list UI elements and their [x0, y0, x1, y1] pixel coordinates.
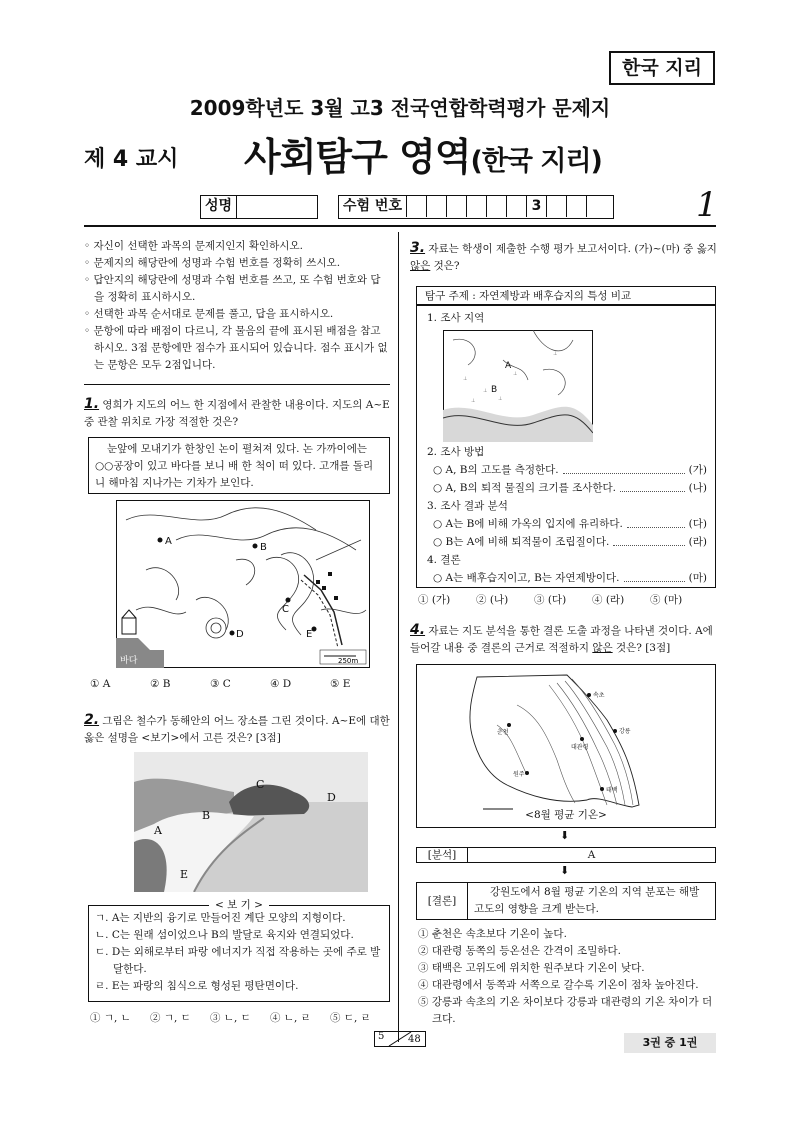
question-stem: 자료는 학생이 제출한 수행 평가 보고서이다. (가)~(마) 중 옳지	[428, 243, 717, 255]
floodplain-map-svg	[443, 330, 593, 442]
section-2: 2. 조사 방법	[427, 446, 485, 458]
option-5[interactable]: ⑤ ㄷ, ㄹ	[330, 1012, 371, 1024]
check-row	[433, 534, 707, 551]
check-row	[433, 462, 707, 479]
map-label-e: E	[306, 629, 313, 640]
exam-number-cell[interactable]	[486, 196, 506, 217]
row-text: ○ A는 B에 비해 가옥의 입지에 유리하다.	[433, 518, 623, 530]
header-rule	[84, 225, 716, 227]
option-2[interactable]: ② ㄱ, ㄷ	[150, 1012, 191, 1024]
section-3: 3. 조사 결과 분석	[427, 500, 508, 512]
option-4[interactable]: ④ D	[270, 678, 292, 690]
q3-report	[416, 305, 716, 588]
row-tag: (가)	[688, 464, 707, 476]
down-arrow-icon: ⬇	[560, 829, 570, 842]
analysis-row	[416, 847, 716, 863]
section-1: 1. 조사 지역	[427, 312, 485, 324]
map-label-b: B	[491, 385, 498, 395]
q2-options	[90, 1010, 390, 1025]
topographic-map-svg	[116, 500, 370, 668]
period-label: 제 4 교시	[84, 147, 179, 172]
option-4[interactable]: ④ 대관령에서 동쪽과 서쪽으로 갈수록 기온이 점차 높아진다.	[418, 979, 699, 991]
instruction-item: ◦ 답안지의 해당란에 성명과 수험 번호를 쓰고, 또 수험 번호와 답을 정확히 표시하시오.	[84, 274, 381, 303]
q1-options	[90, 678, 390, 690]
subject-tag: 한국 지리	[609, 51, 715, 85]
option-3[interactable]: ③ ㄴ, ㄷ	[210, 1012, 251, 1024]
coast-drawing-svg	[134, 752, 368, 892]
instruction-item: ◦ 자신이 선택한 과목의 문제지인지 확인하시오.	[84, 240, 303, 252]
row-text: ○ A는 배후습지이고, B는 자연제방이다.	[433, 572, 620, 584]
conclusion-row	[416, 882, 716, 920]
section-4: 4. 결론	[427, 554, 461, 566]
name-row	[200, 195, 318, 219]
check-row	[433, 516, 707, 533]
svg-text:⊥: ⊥	[513, 371, 518, 377]
map-label-c: C	[282, 604, 289, 615]
exam-number-cell[interactable]	[466, 196, 486, 217]
analysis-label: [분석]	[417, 848, 468, 862]
question-stem: 영희가 지도의 어느 한 지점에서 관찰한 내용이다. 지도의 A~E 중 관찰 위치로 가장 적절한 것은?	[84, 399, 390, 428]
svg-text:⊥: ⊥	[471, 398, 476, 404]
check-row	[433, 570, 707, 587]
question-number: 1.	[84, 396, 100, 412]
exam-number-cell[interactable]	[426, 196, 446, 217]
option-2[interactable]: ② 대관령 동쪽의 등온선은 간격이 조밀하다.	[418, 945, 621, 957]
option-5[interactable]: ⑤ E	[330, 678, 351, 690]
option-5[interactable]: ⑤ 강릉과 속초의 기온 차이보다 강릉과 대관령의 기온 차이가 더 크다.	[418, 996, 713, 1025]
name-label: 성명	[201, 196, 237, 218]
question-stem: 것은? [3점]	[612, 642, 671, 654]
conclusion-label: [결론]	[417, 883, 468, 919]
question-number: 4.	[410, 622, 426, 638]
bogi-item: ㄱ. A는 지반의 융기로 만들어진 계단 모양의 지형이다.	[95, 912, 346, 924]
row-tag: (다)	[688, 518, 707, 530]
question-stem: 것은?	[430, 260, 460, 272]
row-tag: (라)	[688, 536, 707, 548]
question-stem-emphasis: 않은	[592, 642, 613, 654]
question-stem-emphasis: 않은	[410, 260, 431, 272]
place-label: 태백	[606, 787, 618, 794]
subject-main: 사회탐구 영역	[244, 135, 471, 179]
exam-number-label: 수험 번호	[343, 198, 402, 214]
exam-title: 2009학년도 3월 고3 전국연합학력평가 문제지	[189, 96, 611, 120]
question-1	[84, 396, 392, 431]
q1-passage: 눈앞에 모내기가 한창인 논이 펼쳐져 있다. 논 가까이에는 ○○공장이 있고 바다를 보니 배 한 척이 떠 있다. 고개를 돌리니 해마침 지나가는 기차가 보인다.	[88, 437, 390, 494]
exam-number-cell[interactable]	[566, 196, 586, 217]
bogi-item: ㄹ. E는 파랑의 침식으로 형성된 평탄면이다.	[95, 980, 299, 992]
question-number: 3.	[410, 240, 426, 256]
row-text: ○ A, B의 고도를 측정한다.	[433, 464, 559, 476]
topographic-map	[116, 500, 370, 668]
name-field[interactable]	[200, 195, 318, 219]
option-3[interactable]: ③ 태백은 고위도에 위치한 원주보다 기온이 낮다.	[418, 962, 645, 974]
instruction-item: ◦ 문항에 따라 배점이 다르니, 각 물음의 끝에 표시된 배점을 참고하시오. 3점 문항에만 점수가 표시되어 있습니다. 점수 표시가 없는 문항은 모두 2점입니다.	[84, 325, 388, 371]
exam-number-cell[interactable]	[446, 196, 466, 217]
svg-text:⊥: ⊥	[463, 376, 468, 382]
exam-number-row	[338, 195, 614, 219]
exam-number-cell[interactable]	[506, 196, 526, 217]
sea-label: 바다	[120, 656, 138, 666]
place-label: 춘천	[497, 729, 509, 736]
svg-text:⊥: ⊥	[483, 388, 488, 394]
question-3	[410, 240, 718, 275]
row-text: ○ B는 A에 비해 퇴적물이 조립질이다.	[433, 536, 610, 548]
page-total: 48	[408, 1034, 421, 1045]
scale-label: 250m	[338, 657, 359, 665]
exam-number-field[interactable]	[338, 195, 614, 219]
coast-drawing	[134, 752, 368, 892]
option-1[interactable]: ① (가)	[418, 594, 451, 606]
picture-label-b: B	[202, 809, 211, 822]
exam-number-cell[interactable]	[586, 196, 606, 217]
bogi-item: ㄷ. D는 외해로부터 파랑 에너지가 직접 작용하는 곳에 주로 발달한다.	[95, 946, 381, 975]
q3-options	[418, 592, 718, 607]
page-current: 5	[378, 1031, 385, 1042]
picture-label-a: A	[154, 824, 162, 837]
bogi-item: ㄴ. C는 원래 섬이었으나 B의 발달로 육지와 연결되었다.	[95, 929, 354, 941]
question-4	[410, 622, 718, 657]
volume-label: 3권 중 1권	[624, 1033, 716, 1053]
question-stem: 자료는 지도 분석을 통한 결론 도출 과정을 나타낸 것이다. A에 들어갈 내용 중 결론의 근거로 적절하지	[410, 625, 713, 654]
temperature-map-frame	[416, 664, 716, 828]
option-3[interactable]: ③ (다)	[534, 594, 567, 606]
place-label: 속초	[593, 692, 605, 699]
option-1[interactable]: ① ㄱ, ㄴ	[90, 1012, 131, 1024]
svg-text:⊥: ⊥	[553, 351, 558, 357]
subject-title	[244, 126, 602, 181]
instruction-item: ◦ 선택한 과목 순서대로 문제를 풀고, 답을 표시하시오.	[84, 308, 334, 320]
option-1[interactable]: ① 춘천은 속초보다 기온이 높다.	[418, 928, 567, 940]
conclusion-text: 강원도에서 8월 평균 기온의 지역 분포는 해발고도의 영향을 크게 받는다.	[474, 886, 700, 915]
row-tag: (마)	[688, 572, 707, 584]
exam-number-cell: 3	[526, 196, 546, 217]
question-number: 2.	[84, 712, 100, 728]
question-stem: 그림은 철수가 동해안의 어느 장소를 그린 것이다. A~E에 대한 옳은 설명을 <보기>에서 고른 것은? [3점]	[84, 715, 390, 744]
map-label-a: A	[505, 361, 512, 371]
question-2	[84, 712, 392, 747]
down-arrow-icon: ⬇	[560, 864, 570, 877]
place-label: 강릉	[619, 728, 631, 735]
picture-label-c: C	[256, 778, 265, 791]
option-2[interactable]: ② (나)	[476, 594, 509, 606]
floodplain-map	[443, 330, 593, 442]
map-caption: <8월 평균 기온>	[525, 809, 607, 821]
analysis-value: A	[587, 849, 596, 861]
exam-number-cell[interactable]	[406, 196, 426, 217]
picture-label-d: D	[327, 791, 336, 804]
map-label-a: A	[165, 536, 172, 547]
exam-number-cell[interactable]	[546, 196, 566, 217]
option-2[interactable]: ② B	[150, 678, 171, 690]
option-5[interactable]: ⑤ (마)	[650, 594, 683, 606]
picture-label-e: E	[180, 868, 189, 881]
instructions	[84, 238, 390, 374]
row-tag: (나)	[688, 482, 707, 494]
place-label: 원주	[513, 771, 525, 778]
place-label: 대관령	[571, 744, 589, 751]
subject-sub: (한국 지리)	[470, 146, 602, 177]
map-label-d: D	[236, 629, 244, 640]
column-divider	[398, 232, 399, 1042]
bogi-box	[88, 899, 390, 1002]
page-counter	[374, 1031, 426, 1047]
option-1[interactable]: ① A	[90, 678, 111, 690]
instruction-item: ◦ 문제지의 해당란에 성명과 수험 번호를 정확히 쓰시오.	[84, 257, 341, 269]
svg-text:⊥: ⊥	[498, 396, 503, 402]
page-number: 1	[696, 185, 718, 225]
temperature-map-svg	[417, 665, 715, 827]
check-row	[433, 480, 707, 497]
instructions-rule	[84, 384, 390, 385]
row-text: ○ A, B의 퇴적 물질의 크기를 조사한다.	[433, 482, 617, 494]
option-4[interactable]: ④ ㄴ, ㄹ	[270, 1012, 311, 1024]
bogi-title: < 보 기 >	[209, 899, 269, 911]
q3-topic: 탐구 주제 : 자연제방과 배후습지의 특성 비교	[416, 286, 716, 305]
q4-options	[418, 926, 716, 1028]
map-label-b: B	[260, 542, 267, 553]
option-3[interactable]: ③ C	[210, 678, 231, 690]
option-4[interactable]: ④ (라)	[592, 594, 625, 606]
